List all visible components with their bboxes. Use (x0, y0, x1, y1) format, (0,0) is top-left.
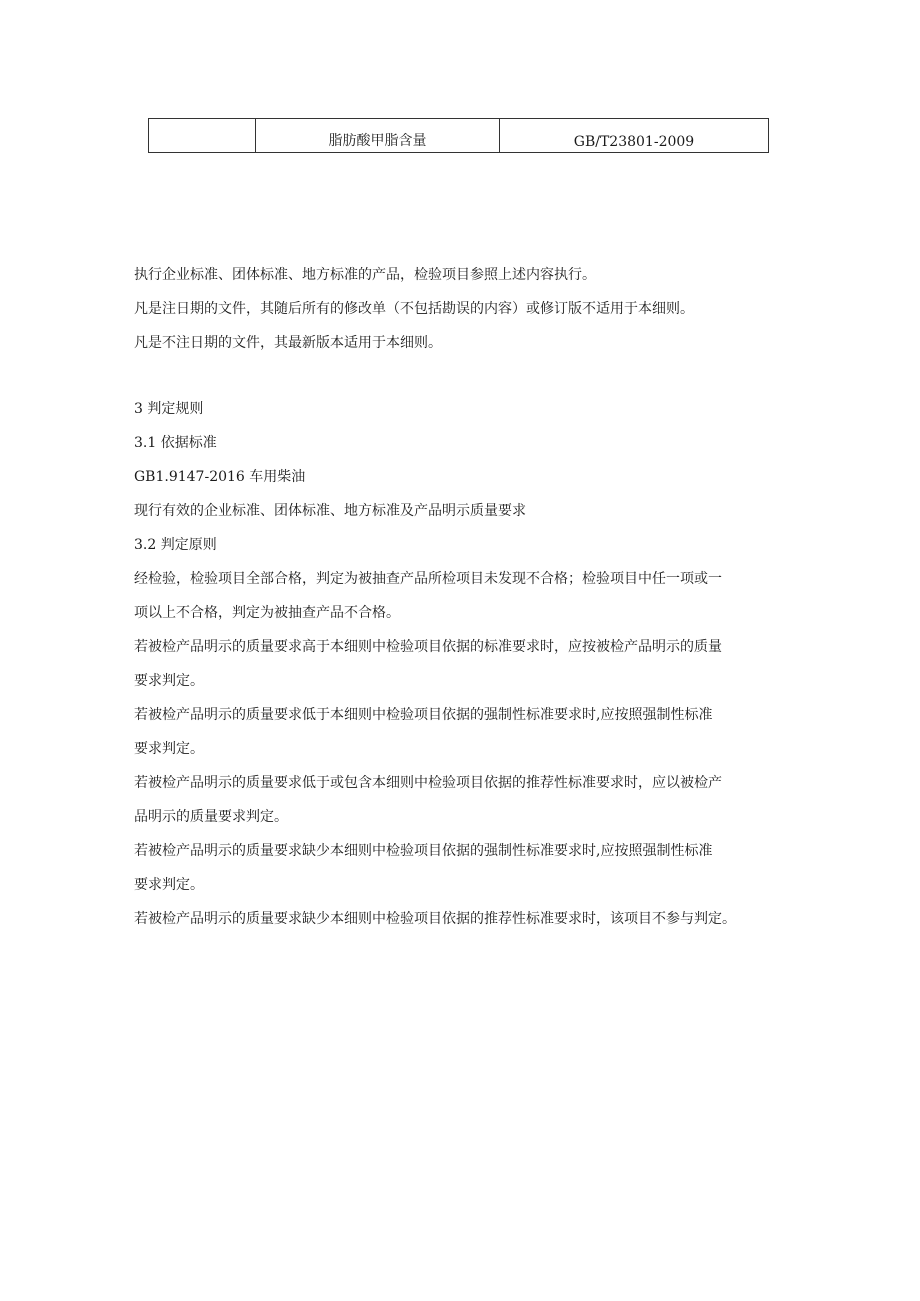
principle-4-line-1: 若被检产品明示的质量要求低于或包含本细则中检验项目依据的推荐性标准要求时，应以被检产 (134, 775, 722, 791)
intro-section (134, 258, 804, 360)
principle-6-line-1: 若被检产品明示的质量要求缺少本细则中检验项目依据的推荐性标准要求时，该项目不参与判定。 (134, 911, 736, 927)
standards-table (148, 118, 769, 153)
intro-line-1: 执行企业标准、团体标准、地方标准的产品，检验项目参照上述内容执行。 (134, 267, 596, 283)
section-3-1-heading: 3.1 依据标准 (134, 435, 217, 451)
table-cell-category (149, 119, 256, 153)
intro-line-2: 凡是注日期的文件，其随后所有的修改单（不包括勘误的内容）或修订版不适用于本细则。 (134, 301, 694, 317)
principle-5-line-2: 要求判定。 (134, 877, 204, 893)
principle-1-line-1: 经检验，检验项目全部合格，判定为被抽查产品所检项目未发现不合格；检验项目中任一项或一 (134, 571, 722, 587)
intro-line-3: 凡是不注日期的文件，其最新版本适用于本细则。 (134, 335, 442, 351)
principle-paragraph-6 (134, 902, 804, 936)
table-cell-standard: GB/T23801-2009 (500, 119, 769, 153)
standard-item-2: 现行有效的企业标准、团体标准、地方标准及产品明示质量要求 (134, 503, 526, 519)
principle-paragraph-2 (134, 630, 804, 698)
table-cell-item: 脂肪酸甲脂含量 (256, 119, 500, 153)
principle-paragraph-4 (134, 766, 804, 834)
principle-3-line-2: 要求判定。 (134, 741, 204, 757)
principle-1-line-2: 项以上不合格，判定为被抽查产品不合格。 (134, 605, 400, 621)
section-3 (134, 392, 804, 936)
principle-4-line-2: 品明示的质量要求判定。 (134, 809, 288, 825)
principle-paragraph-1 (134, 562, 804, 630)
principle-2-line-2: 要求判定。 (134, 673, 204, 689)
standard-item-1: GB1.9147-2016 车用柴油 (134, 469, 306, 485)
section-3-2-heading: 3.2 判定原则 (134, 537, 217, 553)
principle-3-line-1: 若被检产品明示的质量要求低于本细则中检验项目依据的强制性标准要求时,应按照强制性标准 (134, 707, 713, 723)
principle-paragraph-5 (134, 834, 804, 902)
principle-paragraph-3 (134, 698, 804, 766)
principle-2-line-1: 若被检产品明示的质量要求高于本细则中检验项目依据的标准要求时，应按被检产品明示的质量 (134, 639, 722, 655)
table-row (149, 119, 769, 153)
principle-5-line-1: 若被检产品明示的质量要求缺少本细则中检验项目依据的强制性标准要求时,应按照强制性标准 (134, 843, 713, 859)
section-3-heading: 3 判定规则 (134, 401, 204, 417)
